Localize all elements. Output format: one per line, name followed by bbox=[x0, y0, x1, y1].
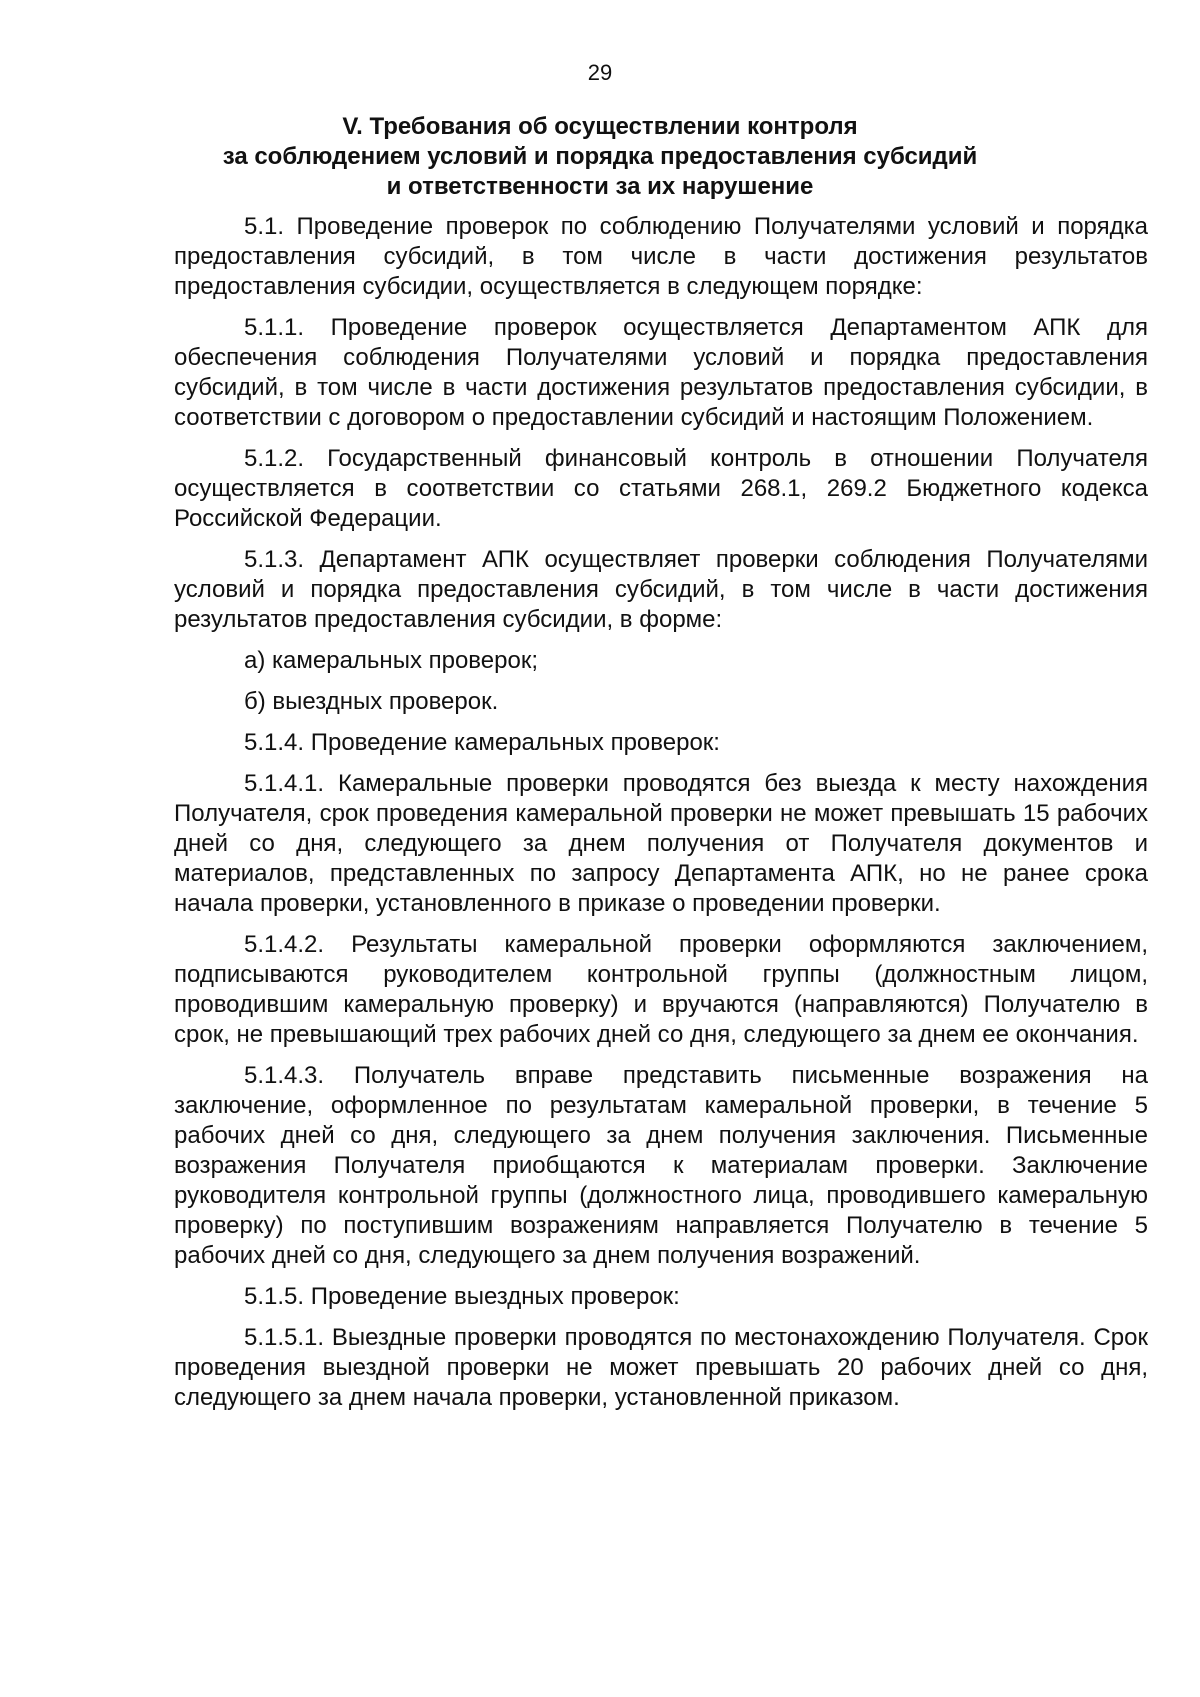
heading-line-1: V. Требования об осуществлении контроля bbox=[342, 113, 858, 140]
paragraph-5-1-5: 5.1.5. Проведение выездных проверок: bbox=[244, 1283, 680, 1310]
paragraph-5-1-1: 5.1.1. Проведение проверок осуществляется Департаментом АПК для обеспечения соблюдения Получателями условий и порядка предоставления субсидий, в том числе в части достижения результатов предоставления субсидии, в соответствии с договором о предоставлении субсидий и настоящим Положением. bbox=[174, 314, 1148, 431]
paragraph-5-1-2: 5.1.2. Государственный финансовый контроль в отношении Получателя осуществляется в соответствии со статьями 268.1, 269.2 Бюджетного кодекса Российской Федерации. bbox=[174, 445, 1148, 532]
paragraph-5-1-5-1: 5.1.5.1. Выездные проверки проводятся по местонахождению Получателя. Срок проведения выездной проверки не может превышать 20 рабочих дней со дня, следующего за днем начала проверки, установленной приказом. bbox=[174, 1324, 1148, 1411]
paragraph-5-1-4-2: 5.1.4.2. Результаты камеральной проверки оформляются заключением, подписываются руководителем контрольной группы (должностным лицом, проводившим камеральную проверку) и вручаются (направляются) Получателю в срок, не превышающий трех рабочих дней со дня, следующего за днем ее окончания. bbox=[174, 931, 1148, 1048]
paragraph-5-1-4: 5.1.4. Проведение камеральных проверок: bbox=[244, 729, 720, 756]
section-heading bbox=[100, 112, 1100, 202]
paragraph-5-1-4-3: 5.1.4.3. Получатель вправе представить письменные возражения на заключение, оформленное по результатам камеральной проверки, в течение 5 рабочих дней со дня, следующего за днем получения заключения. Письменные возражения Получателя приобщаются к материалам проверки. Заключение руководителя контрольной группы (должностного лица, проводившего камеральную проверку) по поступившим возражениям направляется Получателю в течение 5 рабочих дней со дня, следующего за днем получения возражений. bbox=[174, 1062, 1148, 1269]
list-item-b: б) выездных проверок. bbox=[244, 688, 499, 715]
page-number: 29 bbox=[587, 60, 613, 85]
paragraph-5-1-3: 5.1.3. Департамент АПК осуществляет проверки соблюдения Получателями условий и порядка предоставления субсидий, в том числе в части достижения результатов предоставления субсидии, в форме: bbox=[174, 546, 1148, 633]
paragraph-5-1-4-1: 5.1.4.1. Камеральные проверки проводятся без выезда к месту нахождения Получателя, срок проведения камеральной проверки не может превышать 15 рабочих дней со дня, следующего за днем получения от Получателя документов и материалов, представленных по запросу Департамента АПК, но не ранее срока начала проверки, установленного в приказе о проведении проверки. bbox=[174, 770, 1148, 917]
list-item-a: а) камеральных проверок; bbox=[244, 647, 538, 674]
heading-line-2: за соблюдением условий и порядка предоставления субсидий bbox=[222, 143, 978, 170]
paragraph-5-1: 5.1. Проведение проверок по соблюдению Получателями условий и порядка предоставления субсидий, в том числе в части достижения результатов предоставления субсидии, осуществляется в следующем порядке: bbox=[174, 213, 1148, 300]
document-body bbox=[174, 212, 1148, 1424]
heading-line-3: и ответственности за их нарушение bbox=[386, 173, 814, 200]
